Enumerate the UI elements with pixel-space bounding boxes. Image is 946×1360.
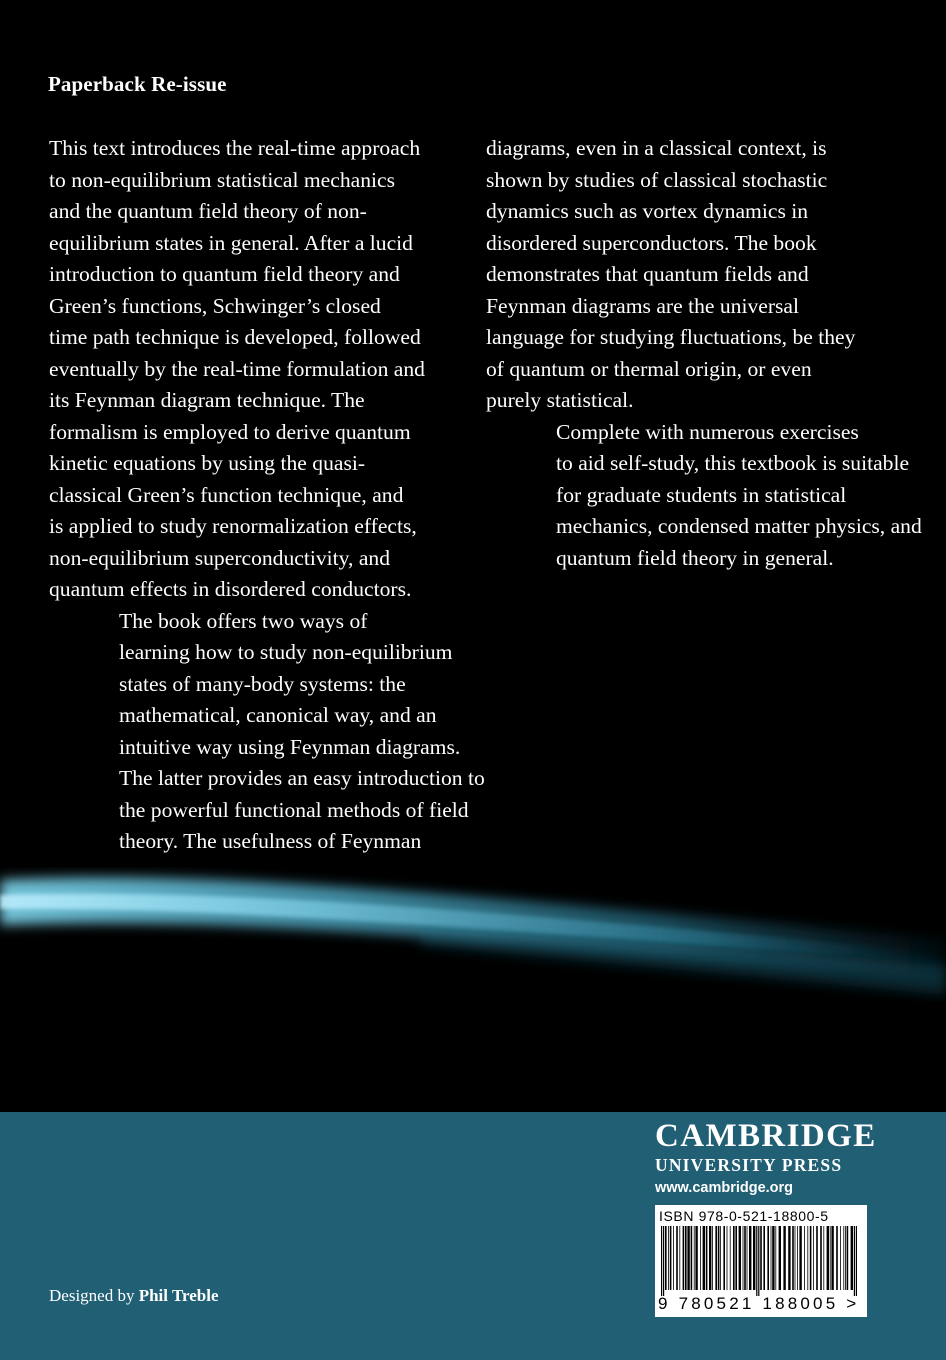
blurb-line: mechanics, condensed matter physics, and: [556, 514, 922, 538]
blurb-line: theory. The usefulness of Feynman: [119, 829, 422, 853]
barcode-bar: [756, 1226, 757, 1296]
blurb-line: intuitive way using Feynman diagrams.: [119, 734, 461, 759]
barcode-bar: [843, 1226, 844, 1290]
publisher-url[interactable]: www.cambridge.org: [655, 1180, 794, 1196]
barcode-bar: [679, 1226, 680, 1290]
blurb-line: language for studying fluctuations, be they: [486, 325, 856, 349]
barcode-bar: [695, 1226, 697, 1290]
barcode-bar: [723, 1226, 725, 1290]
blurb-left-column: [49, 133, 485, 858]
barcode-bar: [851, 1226, 853, 1290]
blurb-paragraph: [486, 417, 922, 575]
barcode-bar: [718, 1226, 720, 1290]
barcode-bar: [706, 1226, 708, 1290]
blurb-line: The latter provides an easy introduction to: [119, 766, 485, 790]
barcode-bar: [795, 1226, 796, 1290]
barcode-bar: [845, 1226, 846, 1290]
barcode-bar: [807, 1226, 808, 1290]
blurb-line: its Feynman diagram technique. The: [49, 388, 365, 412]
barcode-bar: [847, 1226, 849, 1290]
isbn-label: ISBN 978-0-521-18800-5: [659, 1208, 829, 1224]
barcode-bar: [735, 1226, 737, 1290]
barcode-bar: [823, 1226, 824, 1290]
blurb-line: classical Green’s function technique, and: [49, 482, 404, 507]
edition-label: Paperback Re-issue: [48, 72, 227, 96]
blurb-line: diagrams, even in a classical context, is: [486, 136, 827, 160]
barcode-bar: [747, 1226, 748, 1290]
blurb-line: equilibrium states in general. After a lucid: [49, 230, 413, 255]
barcode-bar: [856, 1226, 857, 1296]
barcode-bar: [683, 1226, 685, 1290]
barcode-bar: [840, 1226, 841, 1290]
blurb-line: is applied to study renormalization effects,: [49, 514, 417, 538]
blurb-line: introduction to quantum field theory and: [49, 262, 400, 286]
blurb-paragraph: [49, 133, 474, 606]
barcode-bar: [788, 1226, 790, 1290]
barcode-bar: [753, 1226, 755, 1290]
barcode-bar: [676, 1226, 678, 1290]
barcode-bar: [775, 1226, 776, 1290]
barcode-bar: [836, 1226, 838, 1290]
barcode-bar: [772, 1226, 774, 1290]
barcode-bar: [792, 1226, 794, 1290]
barcode-bar: [687, 1226, 689, 1290]
barcode-bar: [709, 1226, 711, 1290]
blurb-line: non-equilibrium superconductivity, and: [49, 545, 391, 570]
barcode-bar: [733, 1226, 735, 1290]
barcode-bar: [799, 1226, 801, 1290]
barcode-bar: [758, 1226, 759, 1296]
blurb-line: quantum effects in disordered conductors.: [49, 577, 412, 601]
blurb-line: states of many-body systems: the: [119, 671, 406, 696]
blurb-line: Green’s functions, Schwinger’s closed: [49, 293, 381, 318]
barcode-bar: [685, 1226, 687, 1290]
blurb-line: dynamics such as vortex dynamics in: [486, 199, 809, 223]
isbn-barcode: [655, 1205, 867, 1317]
barcode-bar: [730, 1226, 731, 1290]
publisher-logo: [655, 1118, 877, 1196]
blurb-line: and the quantum field theory of non-: [49, 199, 367, 223]
barcode-bar: [749, 1226, 751, 1290]
barcode-bar: [720, 1226, 721, 1290]
blurb-line: eventually by the real-time formulation and: [49, 356, 425, 381]
blurb-line: The book offers two ways of: [119, 608, 368, 633]
barcode-bar: [763, 1226, 765, 1290]
barcode-bar: [813, 1226, 814, 1290]
blurb-line: to aid self-study, this textbook is suitable: [556, 451, 910, 475]
barcode-bar: [661, 1226, 662, 1296]
barcode-bar: [804, 1226, 805, 1290]
blurb-line: disordered superconductors. The book: [486, 230, 817, 255]
barcode-bar: [665, 1226, 667, 1290]
barcode-bar: [691, 1226, 693, 1290]
blurb-line: mathematical, canonical way, and an: [119, 703, 437, 727]
barcode-bar: [831, 1226, 833, 1290]
barcode-bar: [771, 1226, 772, 1290]
barcode-bar: [760, 1226, 762, 1290]
blurb-line: to non-equilibrium statistical mechanics: [49, 167, 396, 192]
barcode-bar: [830, 1226, 831, 1290]
blurb-paragraph: [49, 606, 485, 858]
barcode-bar: [854, 1226, 855, 1296]
barcode-bar: [816, 1226, 818, 1290]
barcode-bar: [712, 1226, 713, 1290]
blurb-line: Feynman diagrams are the universal: [486, 293, 800, 318]
barcode-bar: [668, 1226, 669, 1290]
blurb-line: of quantum or thermal origin, or even: [486, 356, 812, 381]
designer-credit: [49, 1286, 219, 1306]
publisher-subtitle: UNIVERSITY PRESS: [655, 1155, 843, 1175]
barcode-bar: [715, 1226, 717, 1290]
light-streak-graphic: [0, 845, 946, 1005]
barcode-bar: [783, 1226, 785, 1290]
designer-credit-prefix: Designed by: [49, 1286, 139, 1305]
barcode-bars: [657, 1226, 865, 1296]
blurb-paragraph: [486, 133, 911, 417]
barcode-bar: [767, 1226, 769, 1290]
blurb-line: the powerful functional methods of field: [119, 797, 469, 822]
blurb-line: for graduate students in statistical: [556, 482, 847, 507]
blurb-right-column: [486, 133, 922, 574]
barcode-bar: [827, 1226, 829, 1290]
barcode-bar: [700, 1226, 701, 1290]
blurb-line: formalism is employed to derive quantum: [49, 419, 411, 444]
designer-name: Phil Treble: [138, 1286, 219, 1305]
publisher-name: CAMBRIDGE: [655, 1118, 877, 1154]
barcode-bar: [810, 1226, 812, 1290]
blurb-line: kinetic equations by using the quasi-: [49, 451, 366, 475]
blurb-line: learning how to study non-equilibrium: [119, 640, 453, 664]
barcode-bar: [779, 1226, 781, 1290]
blurb-line: purely statistical.: [486, 388, 634, 412]
blurb-line: Complete with numerous exercises: [556, 419, 859, 444]
barcode-bar: [694, 1226, 695, 1290]
barcode-bar: [820, 1226, 822, 1290]
blurb-line: shown by studies of classical stochastic: [486, 167, 828, 192]
barcode-number: 9 780521 188005 >: [658, 1294, 860, 1313]
blurb-line: time path technique is developed, followed: [49, 325, 421, 349]
barcode-bar: [673, 1226, 674, 1290]
barcode-bar: [670, 1226, 672, 1290]
blurb-line: This text introduces the real-time approach: [49, 136, 421, 160]
barcode-bar: [663, 1226, 664, 1296]
barcode-bar: [727, 1226, 728, 1290]
barcode-bar: [743, 1226, 744, 1290]
blurb-line: demonstrates that quantum fields and: [486, 262, 809, 286]
barcode-bar: [703, 1226, 705, 1290]
blurb-line: quantum field theory in general.: [556, 545, 834, 570]
barcode-bar: [739, 1226, 741, 1290]
barcode-bar: [797, 1226, 798, 1290]
barcode-bar: [744, 1226, 746, 1290]
